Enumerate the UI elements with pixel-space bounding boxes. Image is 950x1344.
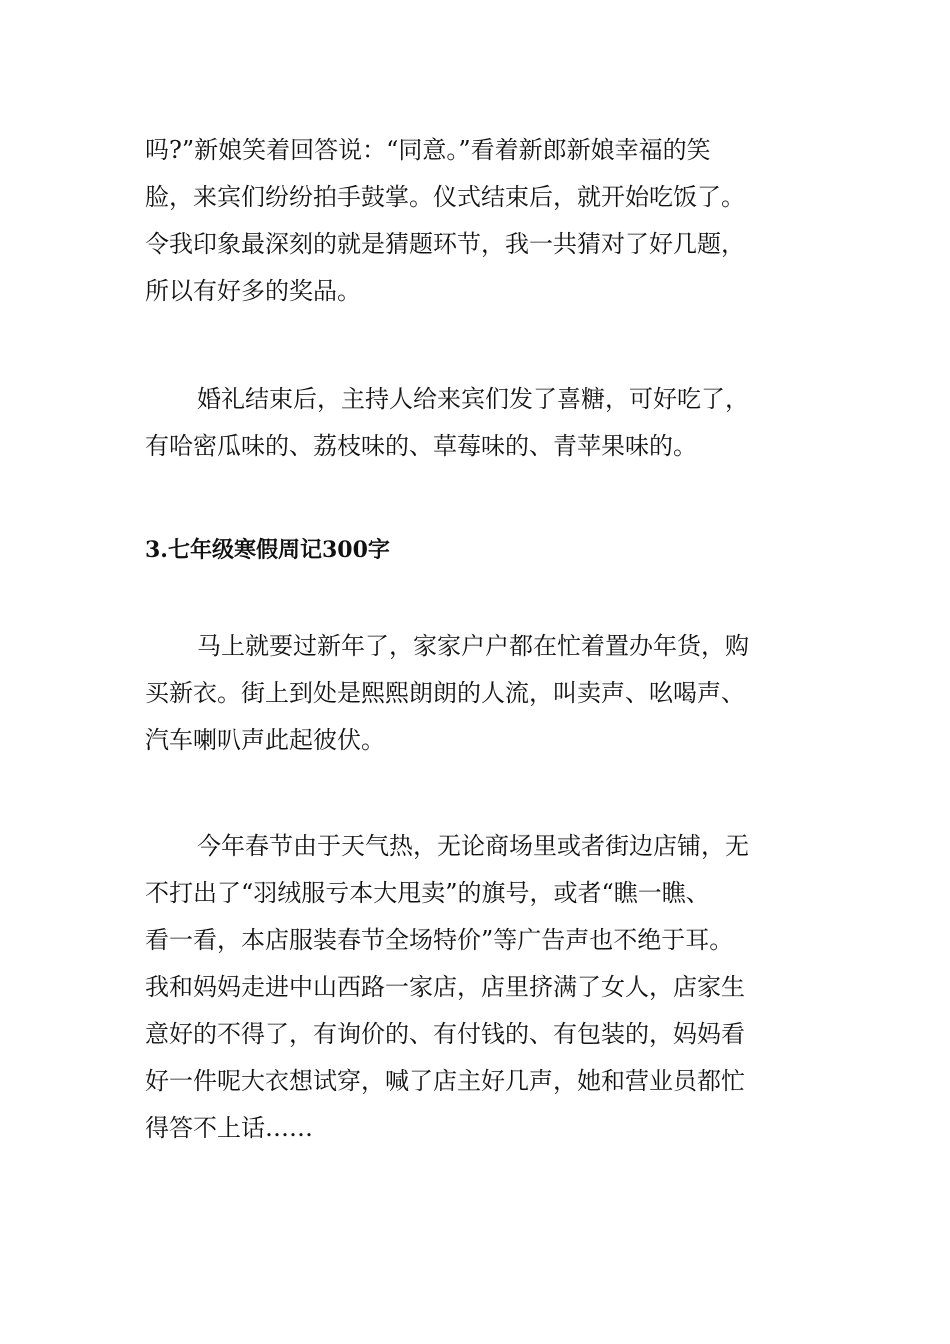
text-line: 得答不上话…… xyxy=(145,1114,313,1142)
paragraph-spring-festival-shopping xyxy=(145,823,805,1152)
paragraph-wedding-candy xyxy=(145,376,805,470)
text-line: 脸，来宾们纷纷拍手鼓掌。仪式结束后，就开始吃饭了。 xyxy=(145,183,745,211)
text-line: 买新衣。街上到处是熙熙朗朗的人流，叫卖声、吆喝声、 xyxy=(145,679,745,707)
text-line: 今年春节由于天气热，无论商场里或者街边店铺，无 xyxy=(197,832,749,860)
paragraph-wedding-continued xyxy=(145,127,805,315)
text-line: 不打出了“羽绒服亏本大甩卖”的旗号，或者“瞧一瞧、 xyxy=(145,879,710,907)
text-line: 所以有好多的奖品。 xyxy=(145,277,361,305)
text-line: 婚礼结束后，主持人给来宾们发了喜糖，可好吃了， xyxy=(197,385,749,413)
text-line: 看一看，本店服装春节全场特价”等广告声也不绝于耳。 xyxy=(145,926,734,954)
text-line: 有哈密瓜味的、荔枝味的、草莓味的、青苹果味的。 xyxy=(145,432,697,460)
text-line: 我和妈妈走进中山西路一家店，店里挤满了女人，店家生 xyxy=(145,973,745,1001)
text-line: 意好的不得了，有询价的、有付钱的、有包装的，妈妈看 xyxy=(145,1020,745,1048)
text-line: 好一件呢大衣想试穿，喊了店主好几声，她和营业员都忙 xyxy=(145,1067,745,1095)
paragraph-new-year xyxy=(145,623,805,764)
text-line: 令我印象最深刻的就是猜题环节，我一共猜对了好几题， xyxy=(145,230,745,258)
text-line: 汽车喇叭声此起彼伏。 xyxy=(145,726,385,754)
section-heading: 3.七年级寒假周记300字 xyxy=(145,537,390,563)
text-line: 马上就要过新年了，家家户户都在忙着置办年货，购 xyxy=(197,632,749,660)
text-line: 吗?”新娘笑着回答说：“同意。”看着新郎新娘幸福的笑 xyxy=(145,136,711,164)
